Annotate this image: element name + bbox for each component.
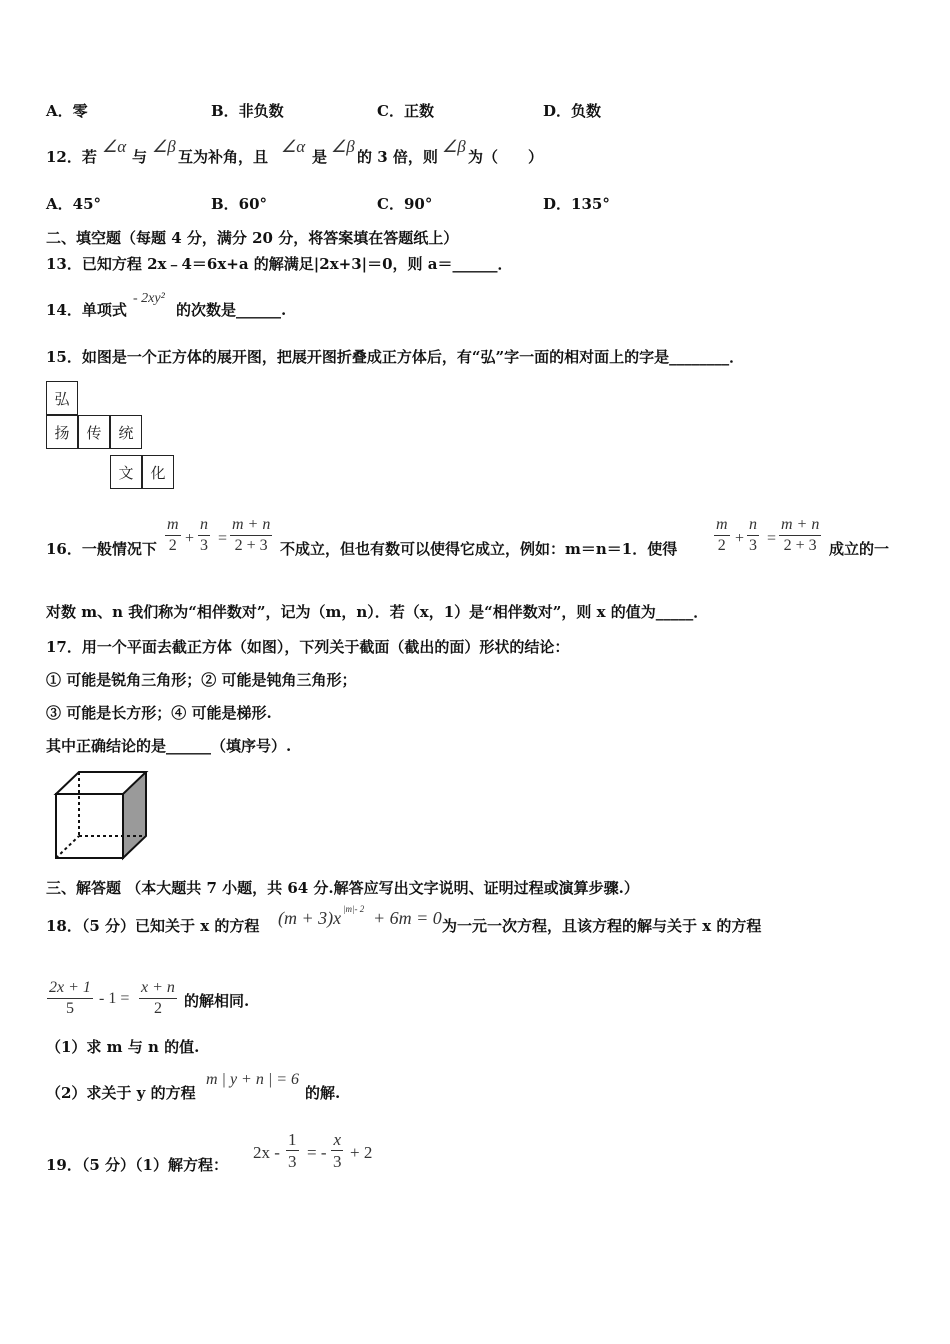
q18-part-2-prefix: （2）求关于 y 的方程 <box>46 1084 196 1102</box>
minus-one-equals: - 1 = <box>99 990 130 1007</box>
numerator: x + n <box>139 980 177 999</box>
q11-option-b: B．非负数 <box>211 102 284 120</box>
q17-line-2: ① 可能是锐角三角形；② 可能是钝角三角形； <box>46 671 357 689</box>
denominator: 3 <box>200 536 208 554</box>
q17-line-4: 其中正确结论的是______（填序号）. <box>46 737 292 755</box>
net-cell-chuan: 传 <box>78 415 110 449</box>
q11-option-a: A．零 <box>46 102 88 120</box>
q12-yu: 与 <box>132 148 148 166</box>
q18-part-1: （1）求 m 与 n 的值. <box>46 1038 200 1056</box>
q12-option-a: A．45° <box>46 195 102 213</box>
q16-fraction-n-over-3-b <box>747 517 759 555</box>
q12-angle-beta-3: ∠β <box>442 137 466 156</box>
net-cell-wen: 文 <box>110 455 142 489</box>
q12-option-c: C．90° <box>377 195 433 213</box>
denominator: 2 <box>153 999 162 1017</box>
denominator: 2 <box>168 536 177 554</box>
section-3-heading: 三、解答题 （本大题共 7 小题，共 64 分.解答应写出文字说明、证明过程或演算步骤.） <box>46 879 639 897</box>
q16-middle: 不成立，但也有数可以使得它成立，例如：m＝n＝1．使得 <box>280 540 678 558</box>
equals-sign: = <box>218 530 228 547</box>
q16-line-2: 对数 m、n 我们称为“相伴数对”，记为（m，n）．若（x，1）是“相伴数对”，则 x 的值为_____． <box>46 603 709 621</box>
net-cell-hua: 化 <box>142 455 174 489</box>
q15-text: 15．如图是一个正方体的展开图，把展开图折叠成正方体后，有“弘”字一面的相对面上的字是________． <box>46 348 745 366</box>
section-2-heading: 二、填空题（每题 4 分，满分 20 分，将答案填在答题纸上） <box>46 229 459 247</box>
q18-prefix: 18．（5 分）已知关于 x 的方程 <box>46 917 260 935</box>
numerator: 2x + 1 <box>47 980 93 999</box>
q16-fraction-m-over-2-b <box>714 517 730 555</box>
q18-equation: (m + 3)x <box>278 908 342 928</box>
q13-text: 13．已知方程 2x﹣4＝6x+a 的解满足|2x+3|＝0，则 a＝______． <box>46 255 513 273</box>
q12-shi: 是 <box>312 148 328 166</box>
q16-suffix: 成立的一 <box>829 540 890 558</box>
q12-option-b: B．60° <box>211 195 268 213</box>
q12-option-d: D．135° <box>543 195 610 213</box>
denominator: 2 + 3 <box>783 536 817 554</box>
q18-part-2-equation: m | y + n | = 6 <box>206 1071 300 1088</box>
q16-prefix: 16．一般情况下 <box>46 540 157 558</box>
numerator: m + n <box>779 517 821 536</box>
q12-wei: 为（ ） <box>468 148 544 166</box>
numerator: m <box>165 517 181 536</box>
numerator: 1 <box>288 1130 297 1149</box>
denominator: 3 <box>288 1151 297 1171</box>
q19-fraction-x-over-3 <box>331 1131 344 1171</box>
denominator: 5 <box>65 999 74 1017</box>
cube-figure <box>52 768 152 864</box>
q19-plus-two: + 2 <box>350 1143 373 1162</box>
q12-text1: 互为补角，且 <box>178 148 269 166</box>
q12-text2: 的 3 倍，则 <box>357 148 438 166</box>
q16-fraction-sum <box>230 517 272 555</box>
q17-line-1: 17．用一个平面去截正方体（如图），下列关于截面（截出的面）形状的结论： <box>46 638 570 656</box>
q18-fraction-2x-plus-1-over-5 <box>47 980 93 1018</box>
numerator: m <box>714 517 730 536</box>
numerator: n <box>198 517 210 536</box>
q19-fraction-one-third <box>286 1131 299 1171</box>
q12-angle-alpha: ∠α <box>102 137 127 156</box>
q18-middle: 为一元一次方程，且该方程的解与关于 x 的方程 <box>442 917 762 935</box>
q19-equals-minus: = - <box>307 1143 327 1162</box>
net-cell-tong: 统 <box>110 415 142 449</box>
denominator: 2 <box>717 536 726 554</box>
net-cell-yang: 扬 <box>46 415 78 449</box>
net-cell-hong: 弘 <box>46 381 78 415</box>
denominator: 3 <box>333 1151 342 1171</box>
q16-fraction-n-over-3 <box>198 517 210 555</box>
q18-fraction-x-plus-n-over-2 <box>139 980 177 1018</box>
q18-part-2-suffix: 的解. <box>305 1084 341 1102</box>
denominator: 2 + 3 <box>234 536 268 554</box>
q11-option-d: D．负数 <box>543 102 602 120</box>
q16-fraction-m-over-2 <box>165 517 181 555</box>
q18-same-solution: 的解相同. <box>184 992 250 1010</box>
q16-fraction-sum-b <box>779 517 821 555</box>
q14-monomial: - 2xy² <box>133 291 165 306</box>
q19-term-2x-minus: 2x - <box>253 1143 280 1162</box>
q12-angle-alpha-2: ∠α <box>281 137 306 156</box>
numerator: x <box>333 1130 342 1149</box>
plus-sign-b: + <box>735 530 745 547</box>
q11-option-c: C．正数 <box>377 102 434 120</box>
q14-suffix: 的次数是______. <box>176 301 287 319</box>
q12-number: 12．若 <box>46 148 97 166</box>
q18-equation-tail: + 6m = 0 <box>373 908 442 928</box>
numerator: m + n <box>230 517 272 536</box>
denominator: 3 <box>749 536 757 554</box>
numerator: n <box>747 517 759 536</box>
q17-line-3: ③ 可能是长方形；④ 可能是梯形. <box>46 704 272 722</box>
plus-sign: + <box>185 530 195 547</box>
q19-prefix: 19．（5 分）（1）解方程： <box>46 1156 228 1174</box>
q14-prefix: 14．单项式 <box>46 301 127 319</box>
q12-angle-beta: ∠β <box>152 137 176 156</box>
q18-exponent: |m|- 2 <box>343 904 365 914</box>
q12-angle-beta-2: ∠β <box>331 137 355 156</box>
equals-sign-b: = <box>767 530 777 547</box>
